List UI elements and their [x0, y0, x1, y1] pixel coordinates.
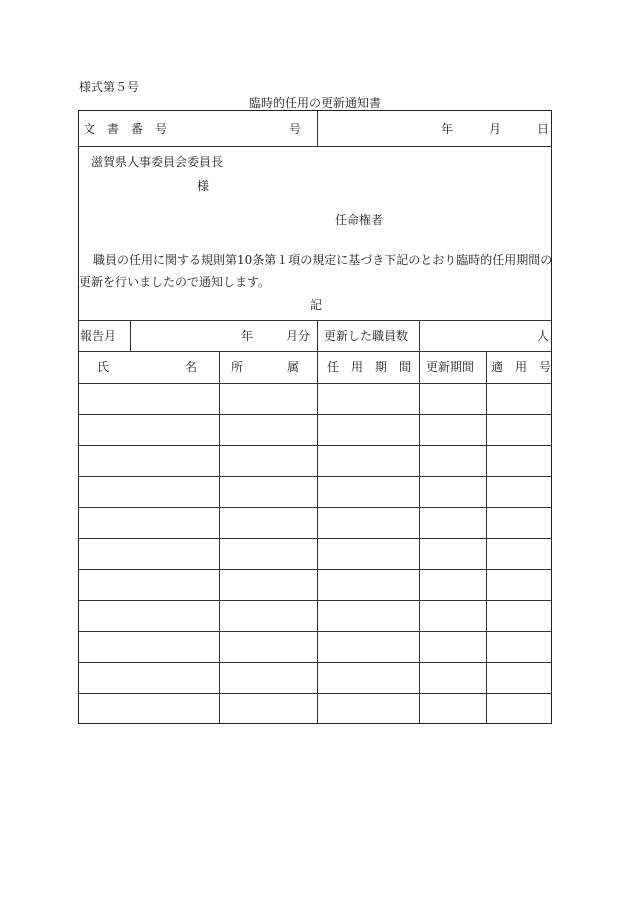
- table-row-divider: [79, 569, 551, 570]
- notification-form: [78, 110, 552, 724]
- table-column-divider: [486, 351, 487, 723]
- addressee-honorific: 様: [197, 179, 210, 193]
- ki-label: 記: [309, 298, 322, 312]
- appointment-period-header: 任 用 期 間: [327, 360, 412, 374]
- table-row-divider: [79, 600, 551, 601]
- renewal-period-header: 更新期間: [426, 360, 475, 374]
- divider: [419, 320, 420, 351]
- body-text-line1: 職員の任用に関する規則第10条第１項の規定に基づき下記のとおり臨時的任用期間の: [93, 253, 553, 267]
- document-title: 臨時的任用の更新通知書: [248, 96, 381, 110]
- affiliation-header-second: 属: [287, 360, 300, 374]
- divider: [130, 320, 131, 351]
- name-header-second: 名: [185, 360, 198, 374]
- person-unit-label: 人: [537, 329, 550, 343]
- date-day-label: 日: [537, 122, 550, 136]
- table-column-divider: [219, 351, 220, 723]
- table-row-divider: [79, 693, 551, 694]
- table-row-divider: [79, 662, 551, 663]
- table-row-divider: [79, 507, 551, 508]
- table-row-divider: [79, 538, 551, 539]
- divider: [79, 146, 551, 147]
- report-month-portion-label: 月分: [286, 329, 311, 343]
- divider: [79, 351, 551, 352]
- name-header-first: 氏: [97, 360, 110, 374]
- table-row-divider: [79, 445, 551, 446]
- report-year-label: 年: [241, 329, 254, 343]
- addressee-org: 滋賀県人事委員会委員長: [91, 155, 224, 169]
- form-number: 様式第５号: [79, 80, 140, 94]
- applicable-number-header: 適 用 号: [491, 360, 552, 374]
- affiliation-header-first: 所: [231, 360, 244, 374]
- date-month-label: 月: [489, 122, 502, 136]
- table-row-divider: [79, 631, 551, 632]
- table-row-divider: [79, 414, 551, 415]
- sender-title: 任命権者: [335, 213, 384, 227]
- doc-number-label: 文 書 番 号: [83, 122, 168, 136]
- divider: [317, 320, 318, 351]
- date-year-label: 年: [441, 122, 454, 136]
- table-row-divider: [79, 383, 551, 384]
- divider: [79, 320, 551, 321]
- body-text-line2: 更新を行いましたので通知します。: [79, 275, 271, 289]
- divider: [317, 111, 318, 146]
- table-column-divider: [419, 351, 420, 723]
- report-month-label: 報告月: [80, 329, 117, 343]
- table-row-divider: [79, 476, 551, 477]
- updated-count-label: 更新した職員数: [324, 329, 409, 343]
- table-column-divider: [317, 351, 318, 723]
- doc-number-suffix: 号: [289, 122, 302, 136]
